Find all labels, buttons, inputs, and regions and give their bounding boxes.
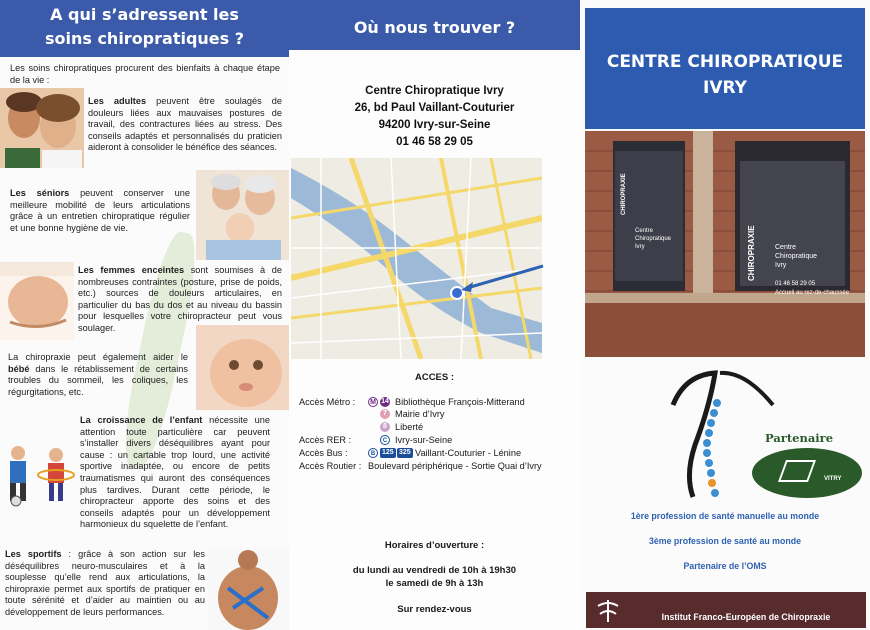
address-street: 26, bd Paul Vaillant-Couturier [354,102,515,114]
bus-label: Accès Bus : [299,448,348,458]
institute-logo-icon [594,598,622,624]
bus-line-badge-125: 125 [382,449,394,456]
seniors-photo [196,170,289,260]
seniors-heading: Les séniors [10,188,70,198]
adults-paragraph [88,96,282,154]
bus-line-badge-325: 325 [399,449,411,456]
window-name-line2: Chiropratique [635,236,672,242]
window-name-line1: Centre [635,228,654,234]
window-name-line2-right: Chiropratique [775,253,818,260]
baby-photo [196,325,289,410]
footer-text: Institut Franco-Européen de Chiropraxie [661,612,831,622]
window-name-line1-right: Centre [775,244,797,251]
pregnant-heading: Les femmes enceintes [78,265,185,275]
sports-text: : grâce à son action sur les déséquilibres neuro-musculaires et à la souplesse qu’elle rend aux articulations, la chiropraxie permet aux sportifs de pratiquer en toute sérénité et d’aider au maintien ou au développement de leurs performances. [5,549,205,617]
pregnant-text: sont soumises à de nombreuses contraintes (posture, prise de poids, etc.) sources de douleurs articulaires, en particulier du bas du dos et au niveau du bassin pour lesquelles votre chiropracteur peut vous soulager. [78,265,282,333]
window-name-line3: Ivry [635,244,645,250]
baby-paragraph [8,352,188,398]
hours-title: Horaires d’ouverture : [384,540,485,551]
window-sign-left [635,227,671,251]
storefront-photo [585,131,865,357]
metro-icon: M [368,397,378,407]
address-name: Centre Chiropratique Ivry [365,85,504,97]
address-city: 94200 Ivry-sur-Seine [378,119,491,131]
pregnant-photo [0,262,74,340]
phone-number: 01 46 58 29 05 [396,136,473,148]
access-title: ACCES : [414,372,455,383]
road-label: Accès Routier : [299,461,362,471]
info-line-2: 3ème profession de santé au monde [648,536,802,546]
panel-location [289,0,580,630]
sports-paragraph [5,549,205,619]
metro-line-badge-14: 14 [381,398,389,405]
cover-title-line1: CENTRE CHIROPRATIQUE [606,52,844,72]
window-vertical-text-right: CHIROPRAXIE [747,225,756,281]
baby-heading: bébé [8,363,30,374]
child-text: nécessite une attention toute particulière car peuvent s’installer divers déséquilibres ayant pour cause : un cartable trop lourd, une activité sportive inadaptée, ou encore de petits traumatismes qui auront des conséquences plus tardives. Durant cette période, le chiropracteur apporte des soins et des conseils adaptés pour un développement harmonieux du squelette de l’enfant. [80,415,271,530]
adults-heading: Les adultes [88,96,147,106]
bus-icon: B [368,448,378,458]
metro-station-3: Liberté [395,422,424,432]
seniors-paragraph [10,188,190,234]
window-phone: 01 46 58 29 05 [775,281,816,287]
baby-pre: La chiropraxie peut également aider le [8,352,188,362]
rer-icon: C [380,435,390,445]
rer-station: Ivry-sur-Seine [395,435,453,445]
metro-station-2: Mairie d’Ivry [395,409,445,419]
panel-audience [0,0,289,630]
window-sign-right [775,243,849,298]
partner-badge [752,448,862,498]
window-entry: Accueil au rez-de-chaussée [775,290,850,296]
hours-saturday: le samedi de 9h à 13h [385,578,484,589]
partner-badge-icon [778,460,816,482]
panel-title: Où nous trouver ? [353,18,516,37]
appointment-note: Sur rendez-vous [397,604,472,615]
window-vertical-text-left: CHIROPRAXIE [621,173,627,215]
location-map[interactable] [291,158,542,359]
info-line-1: 1ère profession de santé manuelle au monde [630,511,820,521]
sports-heading: Les sportifs [5,549,62,559]
adults-photo [0,88,84,168]
metro-line-badge-7: 7 [380,409,390,419]
rer-label: Accès RER : [299,435,352,445]
bus-station: Vaillant-Couturier - Lénine [415,448,522,458]
window-name-line3-right: Ivry [775,262,787,269]
children-photo [0,435,76,507]
hours-weekdays: du lundi au vendredi de 10h à 19h30 [352,565,517,576]
info-line-3: Partenaire de l’OMS [683,561,767,571]
panel-title-line2: soins chiropratiques ? [44,29,245,48]
metro-label: Accès Métro : [299,397,356,407]
baby-text: dans le rétablissement de certains troubles du sommeil, les coliques, les régurgitations, etc. [8,363,188,397]
intro-text: Les soins chiropratiques procurent des bienfaits à chaque étape de la vie : [10,63,280,85]
arrow-icon [455,262,545,294]
partner-badge-text: VITRY [824,476,842,482]
seniors-text: peuvent conserver une meilleure mobilité de leurs articulations grâce à un entretien chiropratique régulier et une bonne hygiène de vie. [10,188,190,233]
adults-text: peuvent être soulagés de douleurs liées aux mauvaises postures de travail, des contractures liées au stress. Des conseils adaptés et personnalisés du praticien aideront à consolider le bénéfice des séances. [88,96,282,153]
partner-label: Partenaire [765,431,834,445]
panel-title-line1: A qui s’adressent les [50,5,239,24]
panel-cover [580,0,870,630]
cover-title-line2: IVRY [703,78,747,98]
child-paragraph [80,415,270,531]
metro-station-1: Bibliothèque François-Mitterand [395,397,525,407]
child-heading: La croissance de l’enfant [80,415,203,425]
road-text: Boulevard périphérique - Sortie Quai d’Ivry [368,461,542,471]
athlete-photo [208,548,289,630]
metro-line-badge-8: 8 [380,422,390,432]
footer-bar [586,592,866,628]
